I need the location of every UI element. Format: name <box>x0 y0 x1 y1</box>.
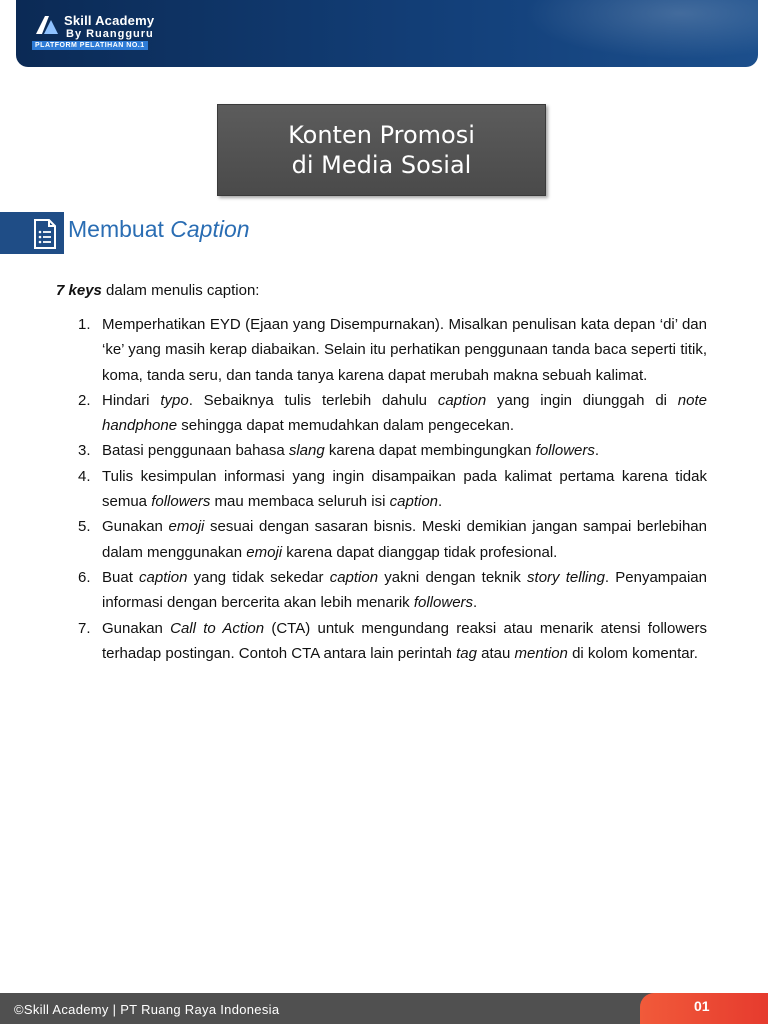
list-item-italic-text: mention <box>514 644 568 662</box>
list-item-text: . <box>473 594 478 612</box>
list-item-text: . Sebaiknya tulis terlebih dahulu <box>188 391 438 409</box>
list-item <box>70 565 707 616</box>
list-item-italic-text: tag <box>456 644 477 662</box>
list-item-text: mau membaca seluruh isi <box>210 493 390 511</box>
list-item-italic-text: typo <box>160 391 189 409</box>
list-item-text: atau <box>477 644 515 662</box>
list-item-text: di kolom komentar. <box>567 644 698 662</box>
list-item-text: . Penyampaian informasi dengan bercerita akan lebih menarik <box>102 568 707 612</box>
page-title-box <box>217 104 546 196</box>
list-item-number: 2. <box>78 391 91 409</box>
list-item <box>70 312 707 388</box>
list-item-text: . <box>594 442 600 460</box>
list-item-text: Gunakan <box>102 518 169 536</box>
list-item-italic-text: caption <box>389 493 439 511</box>
section-heading <box>68 214 250 244</box>
list-item-number: 5. <box>78 518 91 536</box>
header-banner <box>16 0 758 67</box>
list-item-italic-text: slang <box>288 442 325 460</box>
page-number: 01 <box>694 998 710 1014</box>
list-item-text: Buat <box>102 568 140 586</box>
list-item-italic-text: followers <box>151 493 211 511</box>
page-title-line2: di Media Sosial <box>291 151 472 179</box>
logo-mark-icon <box>34 14 60 36</box>
list-item-number: 6. <box>78 568 91 586</box>
list-item-italic-text: caption <box>329 568 379 586</box>
intro-emphasis: 7 keys <box>56 282 102 299</box>
list-item-italic-text: Call to Action <box>170 619 265 637</box>
list-item-text: Memperhatikan EYD (Ejaan yang Disempurnakan). Misalkan penulisan kata depan ‘di’ dan ‘ke’ yang masih kerap diabaikan. Selain itu perhatikan penggunaan tanda baca seperti titik, koma, tanda seru, dan tanda tanya karena dapat merubah makna sebuah kalimat. <box>102 316 707 384</box>
list-item-number: 7. <box>78 619 91 637</box>
document-icon <box>32 218 58 250</box>
section-heading-plain: Membuat <box>68 216 171 242</box>
list-item <box>70 464 707 515</box>
list-item-text: Hindari <box>102 391 161 409</box>
list-item-number: 1. <box>78 316 91 333</box>
logo-tagline: PLATFORM PELATIHAN NO.1 <box>32 41 148 50</box>
list-item-italic-text: emoji <box>246 543 283 561</box>
list-item-italic-text: caption <box>139 568 188 586</box>
list-item <box>70 388 707 439</box>
section-heading-italic: Caption <box>170 216 250 242</box>
list-item-text: sesuai dengan sasaran bisnis. Meski demikian jangan sampai berlebihan dalam menggunakan <box>102 518 707 561</box>
logo-subtitle: By Ruangguru <box>66 28 154 40</box>
list-item-text: yang tidak sekedar <box>187 568 330 586</box>
list-item-text: karena dapat membingungkan <box>324 442 536 460</box>
logo-title: Skill Academy <box>64 13 155 28</box>
list-item-text: Tulis kesimpulan informasi yang ingin disampaikan pada kalimat pertama karena tidak semua <box>102 467 707 511</box>
header-decoration <box>498 0 758 67</box>
list-item-text: Batasi penggunaan bahasa <box>102 442 289 460</box>
list-item-italic-text: followers <box>413 594 474 612</box>
list-item <box>70 616 707 667</box>
list-item <box>70 438 707 463</box>
page-title-line1: Konten Promosi <box>288 121 475 149</box>
list-item-italic-text: story telling <box>527 568 605 586</box>
list-item-number: 4. <box>78 467 91 485</box>
list-item-text: . <box>438 493 443 511</box>
section-icon-box <box>0 212 64 254</box>
list-item-text: yang ingin diunggah di <box>486 391 678 409</box>
list-item-italic-text: note handphone <box>102 391 707 435</box>
intro-rest: dalam menulis caption: <box>101 282 260 299</box>
footer-copyright: ©Skill Academy | PT Ruang Raya Indonesia <box>14 1002 280 1017</box>
list-item-text: sehingga dapat memudahkan dalam pengecekan. <box>177 417 515 435</box>
list-item-text: karena dapat dianggap tidak profesional. <box>282 543 558 561</box>
keys-list <box>70 312 707 666</box>
list-item-italic-text: emoji <box>168 518 205 536</box>
list-item <box>70 514 707 565</box>
intro-text <box>56 281 259 301</box>
list-item-italic-text: caption <box>437 391 487 409</box>
list-item-italic-text: followers <box>535 442 595 460</box>
page-number-badge <box>640 993 768 1024</box>
list-item-text: (CTA) untuk mengundang reaksi atau menarik atensi followers terhadap postingan. Contoh CTA antara lain perintah <box>102 619 707 662</box>
list-item-number: 3. <box>78 442 91 460</box>
list-item-text: yakni dengan teknik <box>378 568 528 586</box>
list-item-text: Gunakan <box>102 619 171 637</box>
